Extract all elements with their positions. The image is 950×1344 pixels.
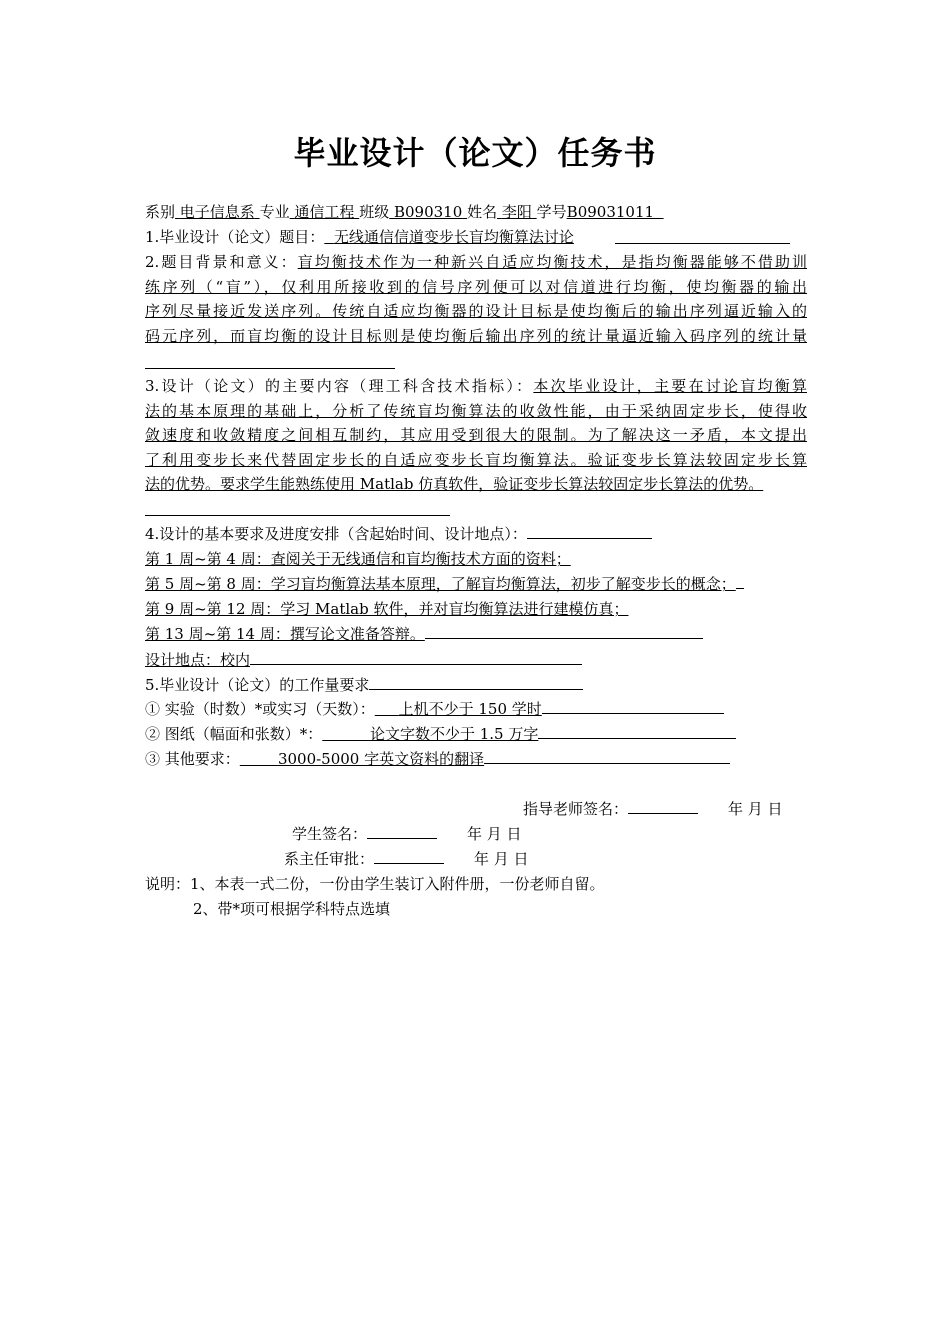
schedule-item-row [145, 574, 744, 594]
content-end-rule [145, 515, 450, 516]
schedule-blank[interactable] [527, 524, 652, 539]
workload-item-label: ③ 其他要求： [145, 750, 240, 768]
topic-underline [615, 243, 790, 244]
head-date: 年 月 日 [474, 850, 529, 868]
background-line: 2.题目背景和意义：盲均衡技术作为一种新兴自适应均衡技术，是指均衡器能够不借助训 [145, 253, 807, 271]
content-line: 了利用变步长来代替固定步长的自适应变步长盲均衡算法。验证变步长算法较固定步长算 [145, 450, 807, 469]
schedule-item: 第 9 周~第 12 周：学习 Matlab 软件，并对盲均衡算法进行建模仿真； [145, 600, 629, 618]
head-approval-field[interactable] [374, 849, 444, 864]
id-label: 学号 [536, 203, 567, 221]
workload-blank[interactable] [369, 675, 583, 690]
page-title: 毕业设计（论文）任务书 [293, 134, 657, 172]
note-line-1: 说明：1、本表一式二份，一份由学生装订入附件册，一份老师自留。 [145, 875, 605, 893]
background-end-rule [145, 368, 395, 369]
advisor-signature-field[interactable] [628, 799, 698, 814]
workload-item-label: ① 实验（时数）*或实习（天数）： [145, 700, 375, 718]
schedule-item: 第 13 周~第 14 周：撰写论文准备答辩。 [145, 625, 425, 643]
advisor-signature-label: 指导老师签名： [523, 800, 629, 818]
content-line: 法的基本原理的基础上，分析了传统盲均衡算法的收敛性能，由于采纳固定步长，使得收 [145, 401, 807, 420]
topic-label: 1.毕业设计（论文）题目： [145, 228, 325, 246]
workload-item-value[interactable]: 3000-5000 字英文资料的翻译 [277, 750, 485, 768]
schedule-item: 第 5 周~第 8 周：学习盲均衡算法基本原理，了解盲均衡算法，初步了解变步长的概念； [145, 575, 736, 593]
student-info-row [145, 202, 664, 222]
schedule-label-row [145, 524, 652, 544]
workload-label-row [145, 675, 583, 695]
topic-value[interactable]: 无线通信信道变步长盲均衡算法讨论 [333, 228, 574, 246]
content-line: 3.设计（论文）的主要内容（理工科含技术指标）：本次毕业设计，主要在讨论盲均衡算 [145, 377, 807, 395]
class-label: 班级 [359, 203, 390, 221]
workload-item-label: ② 图纸（幅面和张数）*： [145, 725, 323, 743]
background-line: 序列尽量接近发送序列。传统自适应均衡器的设计目标是使均衡后的输出序列逼近输入的 [145, 302, 807, 320]
head-approval-row [284, 849, 529, 869]
workload-item-row [145, 699, 724, 719]
workload-item-value[interactable]: 论文字数不少于 1.5 万字 [369, 725, 539, 743]
class-value[interactable]: B090310 [393, 203, 463, 221]
id-value[interactable]: B09031011 [566, 203, 655, 221]
major-label: 专业 [259, 203, 290, 221]
dept-label: 系别 [145, 203, 176, 221]
workload-item-row [145, 724, 736, 744]
name-value[interactable]: 李阳 [501, 203, 532, 221]
schedule-location: 设计地点：校内 [145, 651, 251, 669]
major-value[interactable]: 通信工程 [294, 203, 355, 221]
head-approval-label: 系主任审批： [284, 850, 375, 868]
workload-item-row [145, 749, 730, 769]
note-line-2: 2、带*项可根据学科特点选填 [193, 900, 391, 918]
name-label: 姓名 [467, 203, 498, 221]
schedule-label: 4.设计的基本要求及进度安排（含起始时间、设计地点）： [145, 525, 527, 543]
schedule-item-row [145, 624, 703, 644]
student-signature-row [292, 824, 522, 844]
advisor-signature-row [523, 799, 783, 819]
content-section [145, 374, 807, 497]
workload-label: 5.毕业设计（论文）的工作量要求 [145, 676, 370, 694]
student-signature-field[interactable] [367, 824, 437, 839]
schedule-location-row [145, 650, 582, 670]
background-line: 码元序列，而盲均衡的设计目标则是使均衡后输出序列的统计量逼近输入码序列的统计量 [145, 326, 807, 345]
content-line: 敛速度和收敛精度之间相互制约，其应用受到很大的限制。为了解决这一矛盾，本文提出 [145, 426, 807, 444]
background-line: 练序列（“盲”），仅利用所接收到的信号序列便可以对信道进行均衡，使均衡器的输出 [145, 277, 807, 296]
schedule-item: 第 1 周~第 4 周：查阅关于无线通信和盲均衡技术方面的资料； [145, 550, 571, 568]
workload-item-value[interactable]: 上机不少于 150 学时 [398, 700, 542, 718]
student-signature-label: 学生签名： [292, 825, 368, 843]
dept-value[interactable]: 电子信息系 [179, 203, 255, 221]
advisor-date: 年 月 日 [728, 800, 783, 818]
background-section [145, 250, 807, 348]
student-date: 年 月 日 [467, 825, 522, 843]
content-line: 法的优势。要求学生能熟练使用 Matlab 仿真软件，验证变步长算法较固定步长算法的优势。 [145, 475, 764, 493]
topic-row [145, 227, 744, 247]
